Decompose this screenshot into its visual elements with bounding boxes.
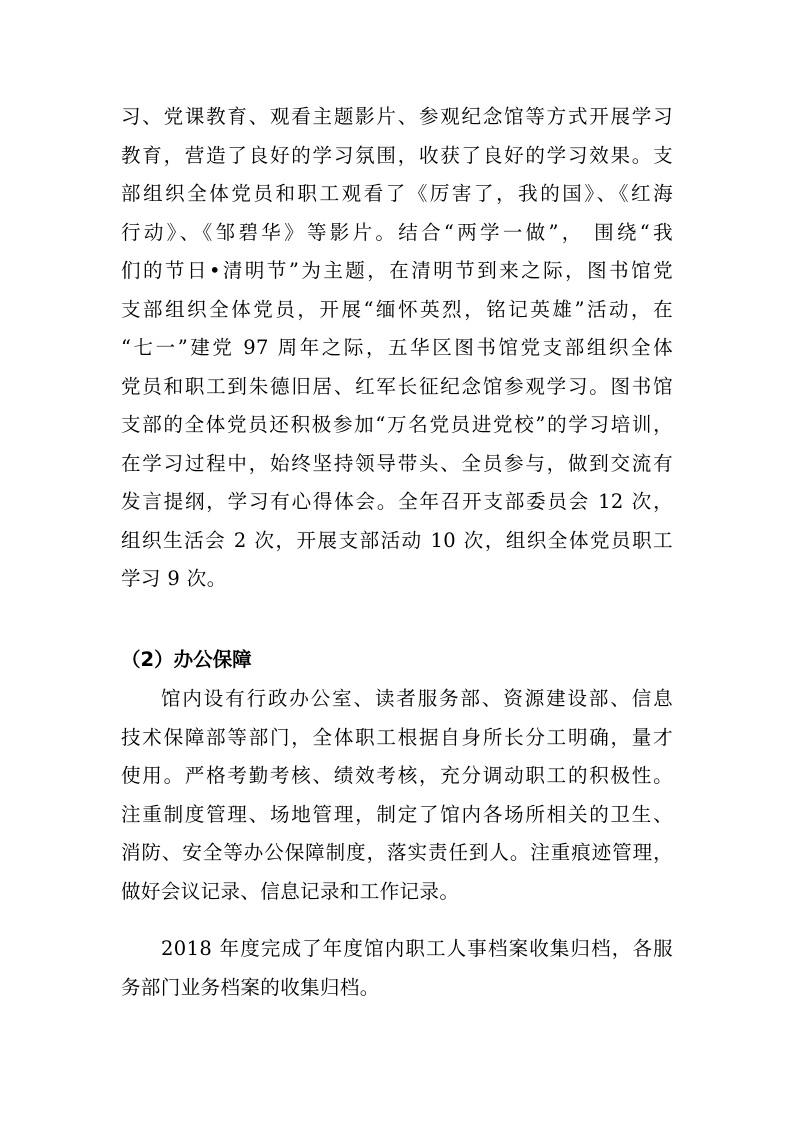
- paragraph-line: 支部的全体党员还积极参加“万名党员进党校”的学习培训，: [121, 413, 673, 436]
- paragraph-line: 2018 年度完成了年度馆内职工人事档案收集归档，各服: [161, 937, 673, 960]
- paragraph-line: 学习 9 次。: [121, 567, 227, 590]
- paragraph-line: 发言提纲，学习有心得体会。全年召开支部委员会 12 次，: [121, 490, 673, 513]
- section-heading-office-support: （2）办公保障: [121, 648, 252, 671]
- paragraph-line: “七一”建党 97 周年之际，五华区图书馆党支部组织全体: [121, 336, 673, 359]
- paragraph-line: 行动》、《邹碧华》等影片。结合“两学一做”， 围绕“我: [121, 220, 673, 244]
- paragraph-line: 务部门业务档案的收集归档。: [121, 975, 380, 999]
- paragraph-line: 党员和职工到朱德旧居、红军长征纪念馆参观学习。图书馆: [121, 374, 673, 398]
- paragraph-line: 在学习过程中，始终坚持领导带头、全员参与，做到交流有: [121, 451, 673, 475]
- paragraph-line: 们的节日•清明节”为主题，在清明节到来之际，图书馆党: [121, 259, 673, 282]
- paragraph-party-study: [121, 98, 673, 599]
- paragraph-line: 部组织全体党员和职工观看了《厉害了，我的国》、《红海: [121, 182, 673, 205]
- paragraph-line: 习、党课教育、观看主题影片、参观纪念馆等方式开展学习: [121, 105, 673, 128]
- paragraph-office-support: [121, 680, 673, 911]
- paragraph-line: 做好会议记录、信息记录和工作记录。: [121, 879, 460, 903]
- paragraph-line: 馆内设有行政办公室、读者服务部、资源建设部、信息: [161, 687, 673, 710]
- paragraph-archives: [121, 930, 673, 1007]
- paragraph-line: 支部组织全体党员，开展“缅怀英烈，铭记英雄”活动，在: [121, 297, 673, 321]
- paragraph-line: 注重制度管理、场地管理，制定了馆内各场所相关的卫生、: [121, 802, 673, 826]
- paragraph-line: 教育，营造了良好的学习氛围，收获了良好的学习效果。支: [121, 143, 673, 167]
- paragraph-line: 技术保障部等部门，全体职工根据自身所长分工明确，量才: [121, 725, 673, 749]
- paragraph-line: 组织生活会 2 次，开展支部活动 10 次，组织全体党员职工: [121, 528, 673, 552]
- paragraph-line: 消防、安全等办公保障制度，落实责任到人。注重痕迹管理，: [121, 841, 673, 864]
- paragraph-line: 使用。严格考勤考核、绩效考核，充分调动职工的积极性。: [121, 764, 673, 787]
